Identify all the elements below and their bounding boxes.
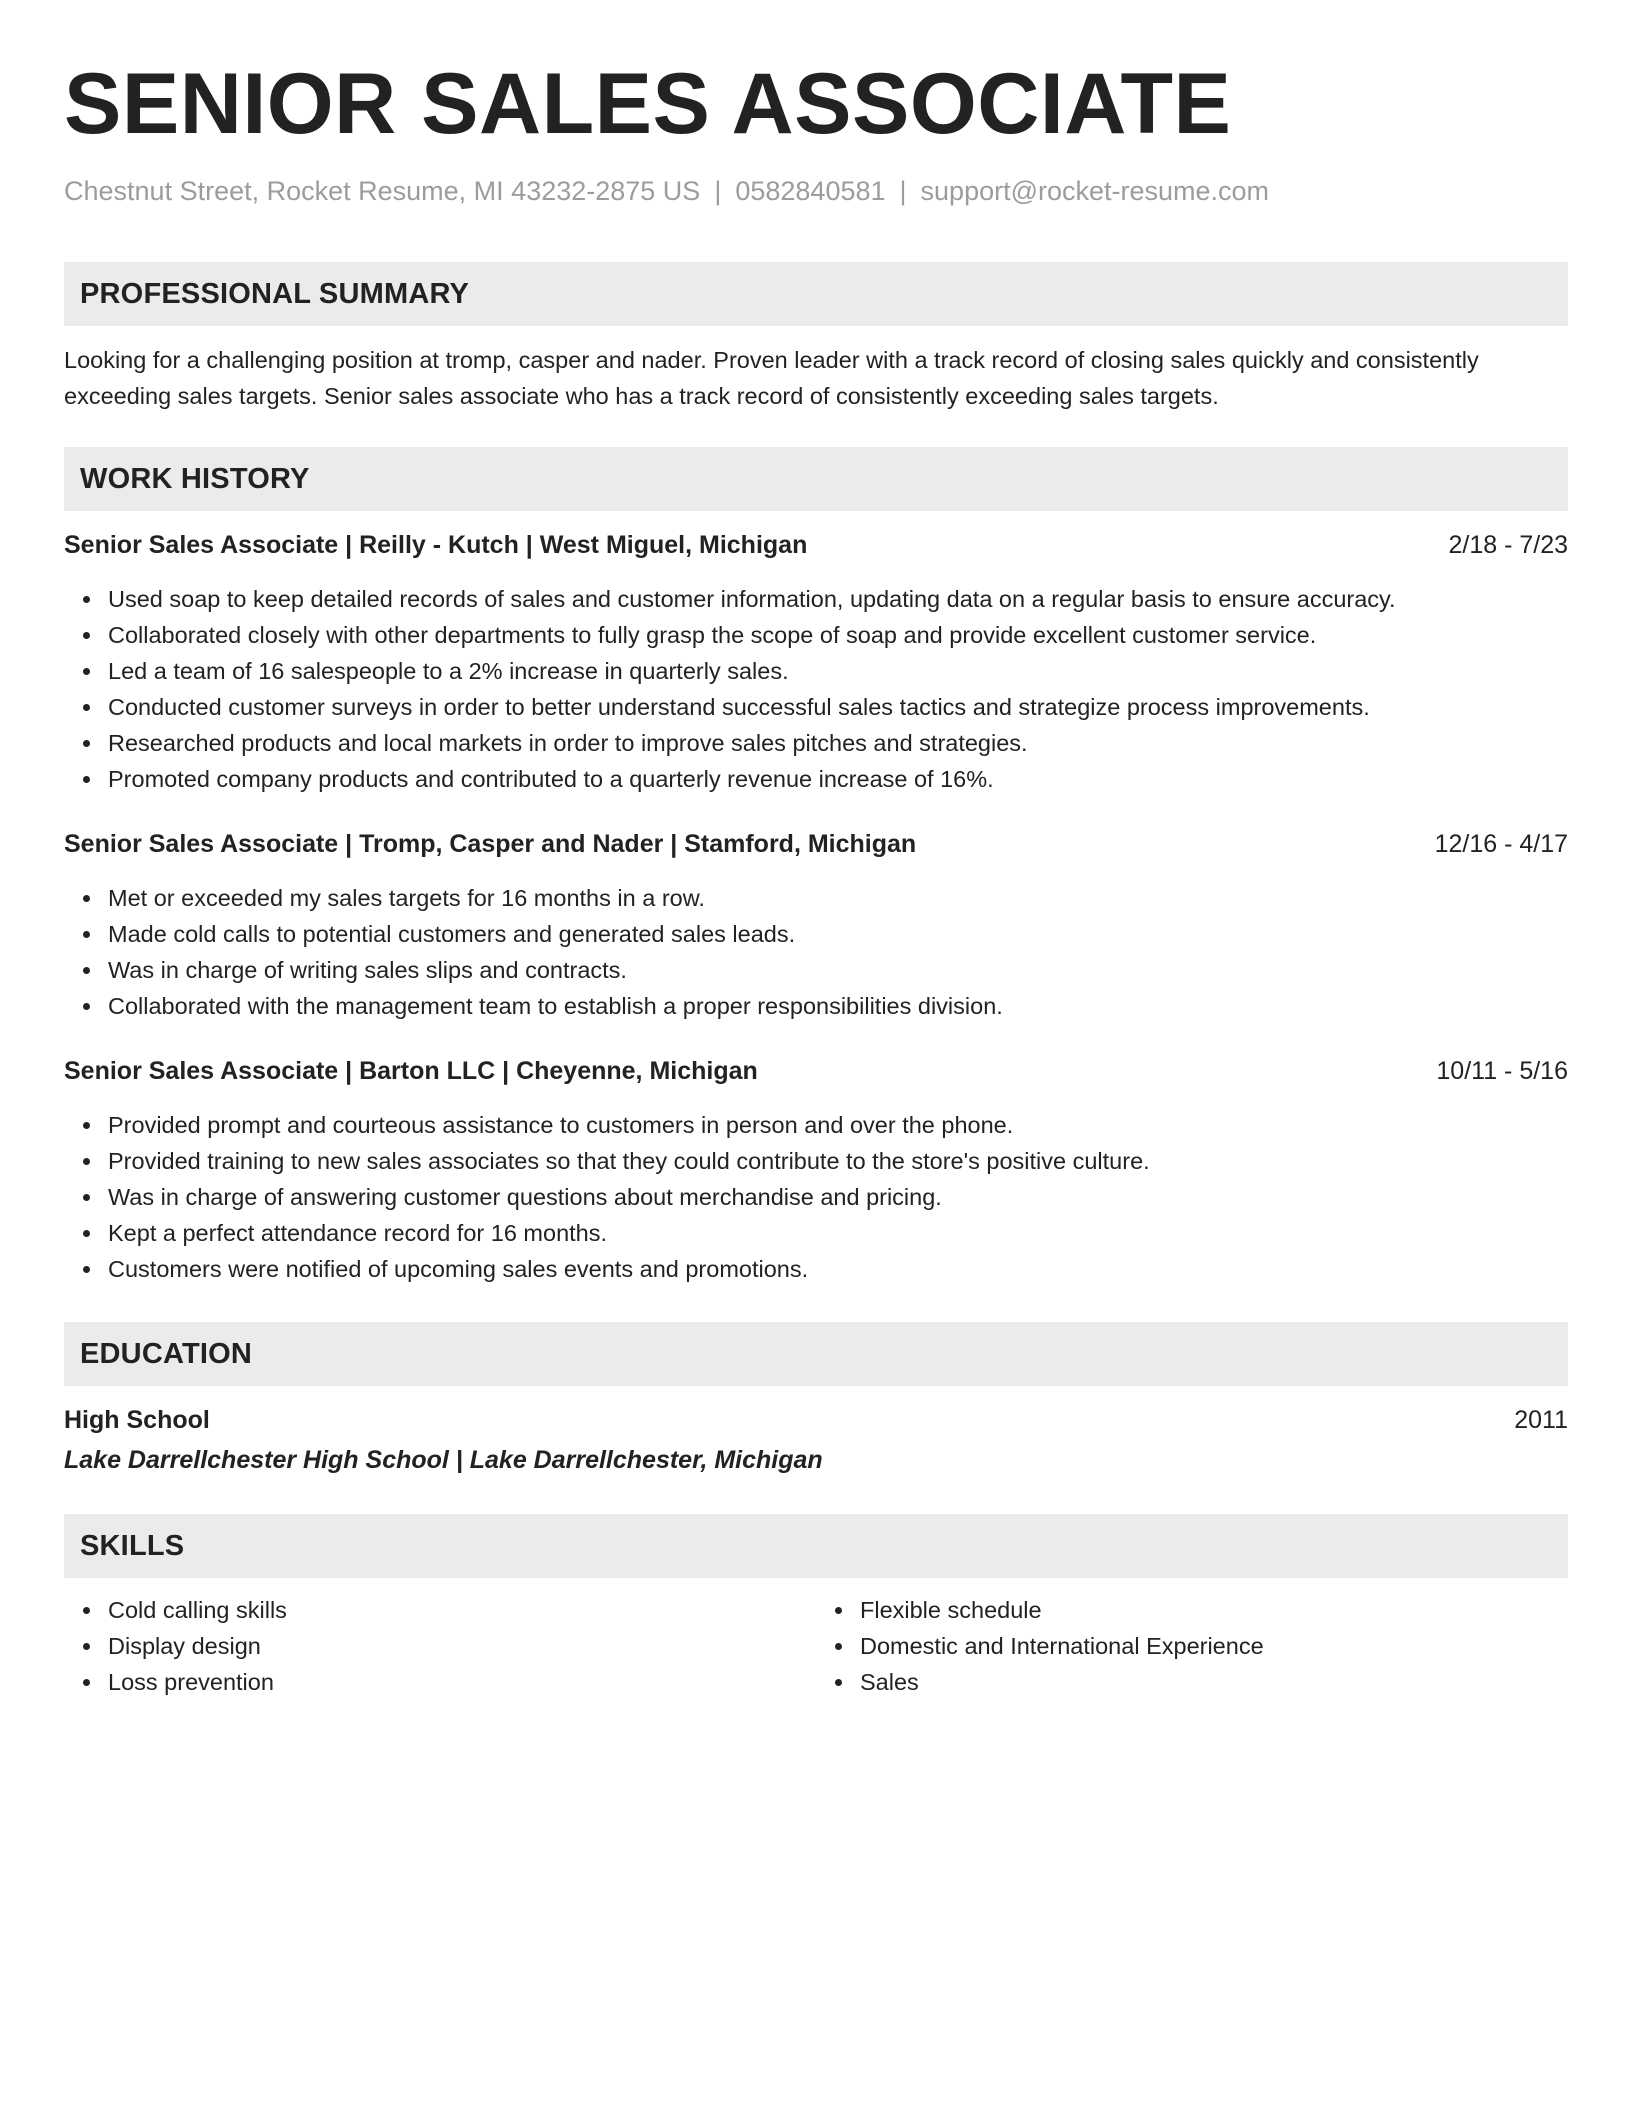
job-bullet: Led a team of 16 salespeople to a 2% increase in quarterly sales.	[108, 653, 1568, 689]
job-entry	[64, 826, 1568, 1024]
job-dates: 2/18 - 7/23	[1448, 531, 1568, 559]
job-bullets	[64, 581, 1568, 797]
job-bullet: Provided training to new sales associates so that they could contribute to the store's positive culture.	[108, 1143, 1568, 1179]
work-history-heading: WORK HISTORY	[64, 447, 1568, 511]
education-entry	[64, 1402, 1568, 1438]
job-title: Senior Sales Associate | Reilly - Kutch | West Miguel, Michigan	[64, 531, 808, 559]
job-bullet: Was in charge of answering customer questions about merchandise and pricing.	[108, 1179, 1568, 1215]
contact-email: support@rocket-resume.com	[920, 176, 1270, 206]
job-bullet: Was in charge of writing sales slips and contracts.	[108, 952, 1568, 988]
skill-item: Domestic and International Experience	[860, 1628, 1568, 1664]
job-header	[64, 527, 1568, 563]
job-entry	[64, 527, 1568, 797]
job-header	[64, 1053, 1568, 1089]
skill-item: Cold calling skills	[108, 1592, 816, 1628]
job-bullet: Met or exceeded my sales targets for 16 months in a row.	[108, 880, 1568, 916]
resume-page	[64, 0, 1568, 1700]
skills-list	[64, 1592, 1568, 1700]
job-dates: 12/16 - 4/17	[1434, 830, 1568, 858]
job-bullet: Kept a perfect attendance record for 16 months.	[108, 1215, 1568, 1251]
job-title: Senior Sales Associate | Tromp, Casper and Nader | Stamford, Michigan	[64, 830, 917, 858]
job-bullet: Conducted customer surveys in order to better understand successful sales tactics and strategize process improvements.	[108, 689, 1568, 725]
skill-item: Loss prevention	[108, 1664, 816, 1700]
page-title: SENIOR SALES ASSOCIATE	[64, 56, 1232, 152]
job-bullets	[64, 1107, 1568, 1287]
job-title: Senior Sales Associate | Barton LLC | Cheyenne, Michigan	[64, 1057, 758, 1085]
education-heading: EDUCATION	[64, 1322, 1568, 1386]
skill-item: Sales	[860, 1664, 1568, 1700]
job-bullet: Collaborated closely with other departments to fully grasp the scope of soap and provide excellent customer service.	[108, 617, 1568, 653]
job-bullet: Promoted company products and contributed to a quarterly revenue increase of 16%.	[108, 761, 1568, 797]
job-header	[64, 826, 1568, 862]
contact-separator: |	[714, 176, 722, 206]
skills-heading: SKILLS	[64, 1514, 1568, 1578]
contact-line	[64, 174, 1568, 208]
contact-phone: 0582840581	[735, 176, 886, 206]
job-bullet: Collaborated with the management team to establish a proper responsibilities division.	[108, 988, 1568, 1024]
skill-item: Flexible schedule	[860, 1592, 1568, 1628]
skills-column-right	[816, 1592, 1568, 1700]
job-bullet: Provided prompt and courteous assistance to customers in person and over the phone.	[108, 1107, 1568, 1143]
job-bullet: Researched products and local markets in order to improve sales pitches and strategies.	[108, 725, 1568, 761]
contact-separator: |	[899, 176, 907, 206]
job-dates: 10/11 - 5/16	[1436, 1057, 1568, 1085]
summary-heading: PROFESSIONAL SUMMARY	[64, 262, 1568, 326]
education-school: Lake Darrellchester High School | Lake Darrellchester, Michigan	[64, 1446, 823, 1474]
education-degree: High School	[64, 1406, 210, 1434]
contact-address: Chestnut Street, Rocket Resume, MI 43232-2875 US	[64, 176, 701, 206]
job-bullets	[64, 880, 1568, 1024]
job-bullet: Customers were notified of upcoming sales events and promotions.	[108, 1251, 1568, 1287]
job-entry	[64, 1053, 1568, 1287]
education-year: 2011	[1514, 1406, 1568, 1434]
skills-column-left	[64, 1592, 816, 1700]
job-bullet: Used soap to keep detailed records of sales and customer information, updating data on a regular basis to ensure accuracy.	[108, 581, 1568, 617]
job-bullet: Made cold calls to potential customers and generated sales leads.	[108, 916, 1568, 952]
skill-item: Display design	[108, 1628, 816, 1664]
summary-text: Looking for a challenging position at tromp, casper and nader. Proven leader with a track record of closing sales quickly and consistently exceeding sales targets. Senior sales associate who has a track record of consistently exceeding sales targets.	[64, 347, 1479, 409]
